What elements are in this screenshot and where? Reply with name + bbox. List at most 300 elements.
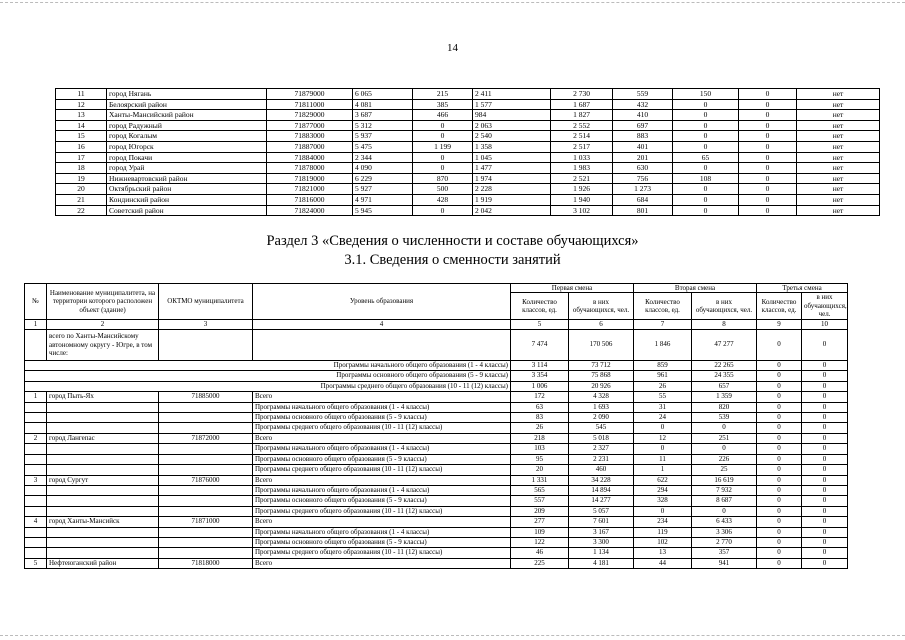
shift-value: 1 359 [692,392,757,402]
shift-value: 4 181 [569,558,634,568]
table-cell: 883 [613,131,673,142]
shift-value: 820 [692,402,757,412]
shift-value: 328 [634,496,692,506]
shift-value: 539 [692,413,757,423]
total-value: 47 277 [692,330,757,361]
table-cell: 71884000 [267,152,353,163]
empty-cell [159,330,253,361]
breakdown-value: 0 [802,361,848,371]
empty-cell [25,402,47,412]
table-cell: 0 [739,141,797,152]
table-cell: нет [797,152,880,163]
table-row [56,205,880,216]
table-cell: 2 042 [473,205,551,216]
shift-value: 0 [757,475,802,485]
table-cell: 3 102 [551,205,613,216]
table-row [25,506,848,516]
table-row [25,496,848,506]
table-cell: 6 065 [353,89,413,100]
table-cell: 0 [739,89,797,100]
shift-value: 55 [634,392,692,402]
education-level-label: Программы начального общего образования (1 - 4 классы) [253,444,511,454]
shift-value: 0 [692,506,757,516]
shift-value: 31 [634,402,692,412]
column-index-cell: 2 [47,319,159,329]
shift-value: 1 [634,465,692,475]
table-cell: 5 937 [353,131,413,142]
empty-cell [47,402,159,412]
breakdown-value: 0 [757,381,802,391]
empty-cell [47,465,159,475]
municipality-num: 5 [25,558,47,568]
column-index-cell: 8 [692,319,757,329]
shift-value: 11 [634,454,692,464]
empty-cell [47,548,159,558]
shift-value: 7 932 [692,485,757,495]
header-shift-3-classes: Количество классов, ед. [757,293,802,319]
breakdown-value: 22 265 [692,361,757,371]
page-top-edge [0,2,905,3]
shift-value: 44 [634,558,692,568]
table-cell: 410 [613,110,673,121]
table-cell: 0 [739,120,797,131]
table-cell: 0 [413,163,473,174]
breakdown-value: 961 [634,371,692,381]
municipality-num: 3 [25,475,47,485]
table-cell: Ханты-Мансийский район [107,110,267,121]
table-cell: 684 [613,194,673,205]
shift-value: 0 [757,558,802,568]
empty-cell [25,454,47,464]
table-cell: 71811000 [267,99,353,110]
shift-value: 622 [634,475,692,485]
education-level-label: Программы основного общего образования (5 - 9 классы) [253,454,511,464]
header-municipality: Наименование муниципалитета, на территории которого расположен объект (здание) [47,284,159,320]
education-level-label: Всего [253,558,511,568]
education-level-label: Всего [253,392,511,402]
table-cell: 466 [413,110,473,121]
empty-cell [47,496,159,506]
table-cell: 12 [56,99,107,110]
table-cell: 870 [413,173,473,184]
breakdown-value: 0 [757,361,802,371]
municipality-name: Нефтеюганский район [47,558,159,568]
table-cell: Нижневартовский район [107,173,267,184]
shift-value: 0 [802,558,848,568]
table-cell: 1 273 [613,184,673,195]
column-index-cell: 6 [569,319,634,329]
empty-cell [159,413,253,423]
table-cell: 2 521 [551,173,613,184]
education-level-label: Всего [253,475,511,485]
total-label: всего по Ханты-Мансийскому автономному округу - Югре, в том числе: [47,330,159,361]
table-cell: нет [797,184,880,195]
shift-value: 102 [634,537,692,547]
table-cell: нет [797,141,880,152]
table-cell: 0 [673,99,739,110]
empty-cell [159,444,253,454]
breakdown-value: 0 [757,371,802,381]
municipality-num: 1 [25,392,47,402]
shift-value: 3 300 [569,537,634,547]
table-cell: 71877000 [267,120,353,131]
shift-value: 0 [634,444,692,454]
table-row [25,423,848,433]
table-row [25,381,848,391]
table-cell: город Югорск [107,141,267,152]
table-cell: 0 [673,184,739,195]
shift-value: 941 [692,558,757,568]
table-cell: 19 [56,173,107,184]
header-shift-3: Третья смена [757,284,848,293]
shift-value: 0 [802,423,848,433]
total-value: 170 506 [569,330,634,361]
shift-value: 122 [511,537,569,547]
table-cell: 1 199 [413,141,473,152]
municipality-oktmo: 71872000 [159,433,253,443]
table-cell: Октябрьский район [107,184,267,195]
education-level-label: Программы начального общего образования (1 - 4 классы) [253,527,511,537]
table-cell: 1 358 [473,141,551,152]
table-row [25,485,848,495]
table-cell: 71887000 [267,141,353,152]
table-row [56,110,880,121]
table-cell: 13 [56,110,107,121]
table-cell: Советский район [107,205,267,216]
column-index-cell: 10 [802,319,848,329]
shift-value: 12 [634,433,692,443]
shift-value: 3 306 [692,527,757,537]
shift-value: 0 [802,402,848,412]
shift-value: 234 [634,517,692,527]
table-cell: 0 [673,163,739,174]
header-shift-3-students: в них обучающихся, чел. [802,293,848,319]
table-cell: 4 090 [353,163,413,174]
table-cell: 18 [56,163,107,174]
breakdown-label: Программы начального общего образования (1 - 4 классы) [25,361,511,371]
table-cell: 2 411 [473,89,551,100]
shift-value: 0 [757,506,802,516]
empty-cell [25,423,47,433]
table-row [25,444,848,454]
table-row [25,361,848,371]
table-cell: 5 475 [353,141,413,152]
education-level-label: Программы основного общего образования (5 - 9 классы) [253,496,511,506]
column-index-cell: 1 [25,319,47,329]
table-cell: город Урай [107,163,267,174]
shift-value: 0 [757,392,802,402]
table-cell: 71819000 [267,173,353,184]
table-cell: 0 [413,205,473,216]
breakdown-value: 0 [802,371,848,381]
shift-value: 0 [802,444,848,454]
shift-value: 0 [692,444,757,454]
shift-value: 0 [757,465,802,475]
table-row [25,517,848,527]
table-cell: нет [797,131,880,142]
table-row [25,413,848,423]
shift-value: 565 [511,485,569,495]
header-num: № [25,284,47,320]
education-level-label: Программы среднего общего образования (10 - 11 (12) классы) [253,423,511,433]
empty-cell [253,330,511,361]
empty-cell [25,444,47,454]
table-cell: 2 540 [473,131,551,142]
shift-value: 0 [802,506,848,516]
empty-cell [47,485,159,495]
shift-value: 0 [802,475,848,485]
table-cell: 0 [739,99,797,110]
table-cell: 2 344 [353,152,413,163]
municipality-num: 2 [25,433,47,443]
shift-value: 0 [802,537,848,547]
shift-value: 7 601 [569,517,634,527]
table-cell: 150 [673,89,739,100]
breakdown-value: 1 006 [511,381,569,391]
table-cell: 15 [56,131,107,142]
shift-value: 218 [511,433,569,443]
empty-cell [47,537,159,547]
table-cell: 16 [56,141,107,152]
breakdown-value: 26 [634,381,692,391]
table-cell: 4 081 [353,99,413,110]
table-cell: Кондинский район [107,194,267,205]
shift-value: 0 [757,527,802,537]
empty-cell [47,413,159,423]
shift-value: 2 327 [569,444,634,454]
table-cell: 108 [673,173,739,184]
shift-value: 0 [757,444,802,454]
education-level-label: Всего [253,517,511,527]
shift-value: 0 [802,527,848,537]
shift-value: 226 [692,454,757,464]
breakdown-value: 73 712 [569,361,634,371]
table-cell: 71879000 [267,89,353,100]
empty-cell [47,444,159,454]
column-index-cell: 9 [757,319,802,329]
table-cell: 2 517 [551,141,613,152]
table-cell: 801 [613,205,673,216]
shift-value: 26 [511,423,569,433]
breakdown-label: Программы среднего общего образования (10 - 11 (12) классы) [25,381,511,391]
shift-value: 6 433 [692,517,757,527]
total-value: 0 [757,330,802,361]
empty-cell [159,423,253,433]
shift-value: 1 134 [569,548,634,558]
breakdown-value: 24 355 [692,371,757,381]
empty-cell [159,485,253,495]
table-cell: город Когалым [107,131,267,142]
table-cell: 71878000 [267,163,353,174]
shift-value: 0 [802,485,848,495]
shift-value: 251 [692,433,757,443]
shift-value: 1 693 [569,402,634,412]
table-cell: 0 [673,205,739,216]
empty-cell [25,465,47,475]
shift-value: 0 [634,506,692,516]
table-row [56,152,880,163]
shift-value: 0 [757,517,802,527]
shift-value: 3 167 [569,527,634,537]
table-cell: 14 [56,120,107,131]
table-cell: 5 927 [353,184,413,195]
breakdown-value: 20 926 [569,381,634,391]
table-cell: 0 [413,152,473,163]
column-index-cell: 4 [253,319,511,329]
table-cell: 401 [613,141,673,152]
total-value: 0 [802,330,848,361]
table-cell: нет [797,163,880,174]
table-cell: нет [797,89,880,100]
table-cell: город Нягань [107,89,267,100]
page-number: 14 [447,42,458,54]
shift-value: 20 [511,465,569,475]
empty-cell [159,548,253,558]
education-level-label: Программы начального общего образования (1 - 4 классы) [253,485,511,495]
table-row [25,402,848,412]
empty-cell [25,496,47,506]
table-cell: нет [797,110,880,121]
shift-value: 0 [757,402,802,412]
municipality-name: город Пыть-Ях [47,392,159,402]
table-cell: 1 827 [551,110,613,121]
municipality-name: город Ханты-Мансийск [47,517,159,527]
empty-cell [25,506,47,516]
total-value: 1 846 [634,330,692,361]
shift-value: 0 [757,413,802,423]
table-cell: 1 577 [473,99,551,110]
shift-value: 0 [757,433,802,443]
shift-table-body [25,319,848,569]
shift-value: 14 894 [569,485,634,495]
shift-table-header [25,284,848,320]
shift-table [24,283,848,569]
table-row [25,548,848,558]
empty-cell [25,330,47,361]
table-cell: 0 [413,120,473,131]
shift-value: 13 [634,548,692,558]
shift-value: 2 090 [569,413,634,423]
shift-value: 0 [802,392,848,402]
table-cell: 65 [673,152,739,163]
table-cell: 2 552 [551,120,613,131]
shift-value: 16 619 [692,475,757,485]
table-row [25,475,848,485]
table-row [25,330,848,361]
table-cell: нет [797,99,880,110]
table-cell: 71821000 [267,184,353,195]
header-shift-2-students: в них обучающихся, чел. [692,293,757,319]
continued-table-body [56,89,880,216]
empty-cell [159,496,253,506]
table-cell: 5 945 [353,205,413,216]
shift-value: 119 [634,527,692,537]
education-level-label: Программы основного общего образования (5 - 9 классы) [253,413,511,423]
table-cell: 0 [673,141,739,152]
shift-value: 83 [511,413,569,423]
breakdown-value: 859 [634,361,692,371]
table-cell: нет [797,205,880,216]
shift-value: 63 [511,402,569,412]
table-row [56,89,880,100]
shift-value: 109 [511,527,569,537]
table-cell: 0 [673,110,739,121]
shift-value: 357 [692,548,757,558]
shift-value: 545 [569,423,634,433]
shift-value: 24 [634,413,692,423]
total-value: 7 474 [511,330,569,361]
shift-value: 172 [511,392,569,402]
shift-value: 0 [802,465,848,475]
table-cell: 17 [56,152,107,163]
header-oktmo: ОКТМО муниципалитета [159,284,253,320]
empty-cell [47,527,159,537]
shift-value: 0 [802,454,848,464]
table-row [56,141,880,152]
header-education-level: Уровень образования [253,284,511,320]
table-row [25,465,848,475]
table-cell: 432 [613,99,673,110]
table-cell: 2 730 [551,89,613,100]
shift-value: 0 [757,423,802,433]
empty-cell [25,485,47,495]
table-row [56,163,880,174]
table-cell: 1 687 [551,99,613,110]
empty-cell [159,454,253,464]
shift-value: 0 [802,517,848,527]
table-cell: 697 [613,120,673,131]
shift-value: 0 [757,496,802,506]
breakdown-value: 657 [692,381,757,391]
shift-value: 2 770 [692,537,757,547]
header-shift-2-classes: Количество классов, ед. [634,293,692,319]
table-cell: 0 [739,110,797,121]
table-cell: 201 [613,152,673,163]
shift-value: 1 331 [511,475,569,485]
table-row [25,392,848,402]
shift-value: 0 [802,413,848,423]
table-row [25,433,848,443]
table-row [56,120,880,131]
table-cell: 71883000 [267,131,353,142]
breakdown-value: 75 868 [569,371,634,381]
section-title: Раздел 3 «Сведения о численности и составе обучающихся» [266,233,639,249]
table-row [56,184,880,195]
header-shift-1-students: в них обучающихся, чел. [569,293,634,319]
municipality-name: город Лангепас [47,433,159,443]
table-cell: 1 926 [551,184,613,195]
shift-value: 0 [757,537,802,547]
breakdown-value: 0 [802,381,848,391]
shift-value: 294 [634,485,692,495]
table-cell: 11 [56,89,107,100]
shift-value: 95 [511,454,569,464]
table-cell: город Радужный [107,120,267,131]
shift-value: 4 328 [569,392,634,402]
table-cell: 0 [739,173,797,184]
page-bottom-edge [0,635,905,636]
table-cell: 215 [413,89,473,100]
education-level-label: Всего [253,433,511,443]
table-cell: 2 063 [473,120,551,131]
shift-value: 14 277 [569,496,634,506]
continued-table [55,88,880,216]
header-shift-1-classes: Количество классов, ед. [511,293,569,319]
shift-value: 34 228 [569,475,634,485]
subsection-title: 3.1. Сведения о сменности занятий [344,252,561,268]
table-cell: нет [797,194,880,205]
table-cell: 1 940 [551,194,613,205]
